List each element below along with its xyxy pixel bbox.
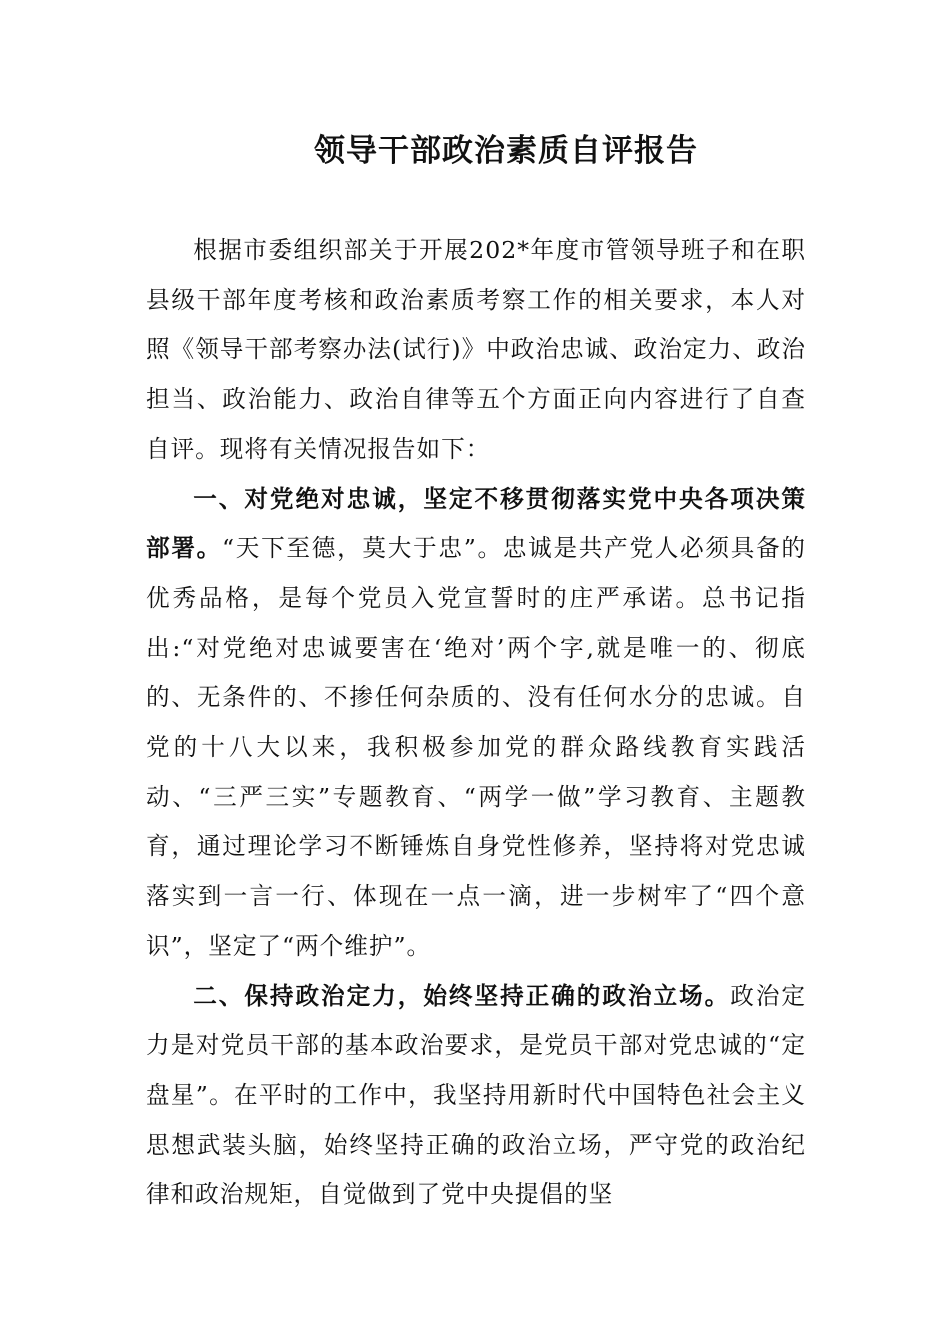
document-title: 领导干部政治素质自评报告: [314, 133, 698, 169]
section-2-heading: 二、保持政治定力，始终坚持正确的政治立场。: [193, 981, 731, 1010]
intro-paragraph: 根据市委组织部关于开展202*年度市管领导班子和在职县级干部年度考核和政治素质考察工作的相关要求，本人对照《领导干部考察办法(试行)》中政治忠诚、政治定力、政治担当、政治能力、政治自律等五个方面正向内容进行了自查自评。现将有关情况报告如下：: [146, 236, 806, 463]
section-2-text: 政治定力是对党员干部的基本政治要求，是党员干部对党忠诚的“定盘星”。在平时的工作中，我坚持用新时代中国特色社会主义思想武装头脑，始终坚持正确的政治立场，严守党的政治纪律和政治规矩，自觉做到了党中央提倡的坚: [146, 981, 807, 1209]
document-body: [146, 226, 806, 1220]
section-1-heading: 一、对党绝对忠诚，坚定不移贯彻落实党中央各项决策部署。: [146, 484, 806, 563]
section-1-paragraph: [146, 475, 806, 972]
section-1-text: “天下至德，莫大于忠”。忠诚是共产党人必须具备的优秀品格，是每个党员入党宣誓时的庄严承诺。总书记指出:“对党绝对忠诚要害在‘绝对’两个字,就是唯一的、彻底的、无条件的、不掺任何杂质的、没有任何水分的忠诚。自党的十八大以来，我积极参加党的群众路线教育实践活动、“三严三实”专题教育、“两学一做”学习教育、主题教育，通过理论学习不断锤炼自身党性修养，坚持将对党忠诚落实到一言一行、体现在一点一滴，进一步树牢了“四个意识”，坚定了“两个维护”。: [146, 534, 807, 960]
section-2-paragraph: [146, 972, 806, 1221]
